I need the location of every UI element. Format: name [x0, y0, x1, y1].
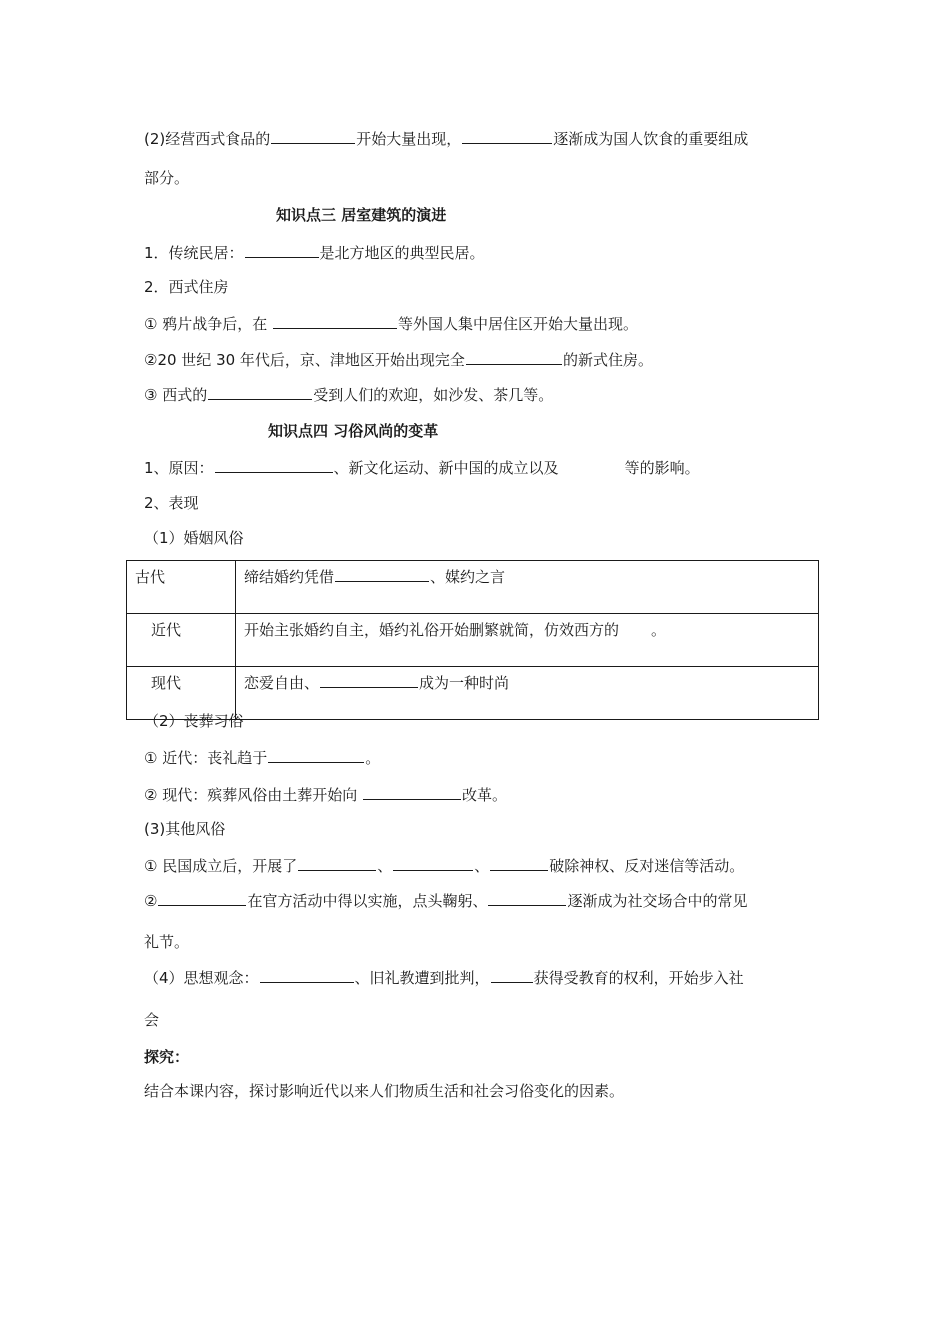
- table-cell-content: [236, 667, 819, 720]
- fill-blank[interactable]: [462, 128, 552, 144]
- text-segment: 。: [651, 621, 667, 639]
- text-line: 会: [144, 1011, 160, 1029]
- text-segment: 1．传统民居：: [144, 244, 244, 262]
- text-segment: ② 现代：殡葬风俗由土葬开始向: [144, 786, 362, 804]
- text-segment: 。: [365, 749, 381, 767]
- text-segment: ③ 西式的: [144, 386, 208, 404]
- fill-blank[interactable]: [488, 890, 566, 906]
- fill-blank[interactable]: [268, 747, 364, 763]
- table-cell-content: [236, 614, 819, 667]
- fill-blank[interactable]: [393, 855, 473, 871]
- section-heading: 知识点四 习俗风尚的变革: [268, 422, 439, 440]
- explore-title: 探究：: [144, 1048, 190, 1066]
- text-line: [144, 384, 553, 405]
- explore-text: 结合本课内容，探讨影响近代以来人们物质生活和社会习俗变化的因素。: [144, 1082, 625, 1100]
- text-line: 2、表现: [144, 494, 199, 512]
- fill-blank[interactable]: [298, 855, 376, 871]
- text-segment: 、新文化运动、新中国的成立以及: [333, 459, 559, 477]
- text-segment: 等的影响。: [624, 459, 700, 477]
- text-segment: ① 民国成立后，开展了: [144, 857, 298, 875]
- text-line: [144, 457, 700, 478]
- section-heading: 知识点三 居室建筑的演进: [276, 206, 447, 224]
- fill-blank[interactable]: [260, 967, 354, 983]
- table-row: [127, 614, 819, 667]
- text-line: [144, 855, 744, 876]
- text-segment: 受到人们的欢迎，如沙发、茶几等。: [313, 386, 554, 404]
- text-line: 2．西式住房: [144, 278, 229, 296]
- text-line: [144, 967, 744, 988]
- text-segment: ① 鸦片战争后，在: [144, 315, 272, 333]
- text-segment: ②: [144, 892, 158, 910]
- text-segment: 1、原因：: [144, 459, 214, 477]
- text-line: （1）婚姻风俗: [144, 529, 244, 547]
- text-line: 礼节。: [144, 933, 190, 951]
- text-line: [144, 349, 653, 370]
- text-line: [144, 242, 485, 263]
- fill-blank[interactable]: [208, 384, 312, 400]
- text-segment: 是北方地区的典型民居。: [319, 244, 485, 262]
- text-segment: 的新式住房。: [562, 351, 653, 369]
- table-cell-era: [127, 561, 236, 614]
- fill-blank[interactable]: [363, 784, 461, 800]
- fill-blank[interactable]: [335, 566, 429, 582]
- text-segment: 开始主张婚约自主，婚约礼俗开始删繁就简，仿效西方的: [244, 621, 620, 639]
- text-line: [144, 313, 638, 334]
- text-segment: 在官方活动中得以实施，点头鞠躬、: [247, 892, 488, 910]
- text-segment: (2)经营西式食品的: [144, 130, 271, 148]
- text-segment: 缔结婚约凭借: [244, 568, 335, 586]
- text-segment: 成为一种时尚: [419, 674, 510, 692]
- text-segment: 破除神权、反对迷信等活动。: [549, 857, 745, 875]
- fill-blank[interactable]: [466, 349, 562, 365]
- fill-blank[interactable]: [215, 457, 333, 473]
- text-segment: 改革。: [462, 786, 508, 804]
- text-segment: 等外国人集中居住区开始大量出现。: [397, 315, 638, 333]
- text-segment: 开始大量出现，: [356, 130, 462, 148]
- text-segment: ②20 世纪 30 年代后，京、津地区开始出现完全: [144, 351, 465, 369]
- fill-blank[interactable]: [273, 313, 397, 329]
- text-line: [144, 747, 380, 768]
- text-segment: 恋爱自由、: [244, 674, 320, 692]
- fill-blank[interactable]: [490, 855, 548, 871]
- text-segment: 、旧礼教遭到批判，: [354, 969, 490, 987]
- era-label: 近代: [151, 621, 182, 639]
- fill-blank[interactable]: [491, 967, 533, 983]
- text-segment: ① 近代：丧礼趋于: [144, 749, 268, 767]
- table-cell-content: [236, 561, 819, 614]
- text-segment: 逐渐成为国人饮食的重要组成: [553, 130, 749, 148]
- text-segment: 获得受教育的权利，开始步入社: [533, 969, 744, 987]
- era-label: 现代: [151, 674, 182, 692]
- text-segment: 、媒约之言: [430, 568, 506, 586]
- table-row: [127, 561, 819, 614]
- fill-blank[interactable]: [320, 672, 418, 688]
- text-line: [144, 128, 748, 149]
- fill-blank[interactable]: [158, 890, 246, 906]
- era-label: 古代: [135, 568, 166, 586]
- fill-blank[interactable]: [271, 128, 355, 144]
- text-segment: 、: [474, 857, 490, 875]
- text-line: [144, 784, 507, 805]
- table-cell-era: [127, 614, 236, 667]
- text-segment: （4）思想观念：: [144, 969, 259, 987]
- text-line: (3)其他风俗: [144, 820, 226, 838]
- text-segment: 逐渐成为社交场合中的常见: [567, 892, 748, 910]
- text-segment: 、: [377, 857, 393, 875]
- text-line: （2）丧葬习俗: [144, 712, 244, 730]
- fill-blank[interactable]: [245, 242, 319, 258]
- text-line: [144, 890, 747, 911]
- text-line: 部分。: [144, 169, 190, 187]
- marriage-customs-table: [126, 560, 819, 720]
